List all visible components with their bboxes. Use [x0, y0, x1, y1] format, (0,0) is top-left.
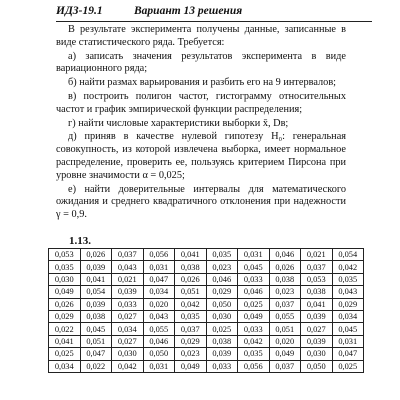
table-row	[49, 261, 364, 273]
table-cell: 0,027	[301, 323, 333, 335]
assignment-id: ИДЗ-19.1	[56, 5, 103, 17]
table-cell: 0,027	[112, 310, 144, 322]
table-cell: 0,041	[49, 335, 81, 347]
table-cell: 0,039	[301, 335, 333, 347]
table-row	[49, 286, 364, 298]
table-cell: 0,026	[49, 298, 81, 310]
table-cell: 0,050	[206, 298, 238, 310]
table-cell: 0,049	[269, 348, 301, 360]
table-cell: 0,046	[143, 335, 175, 347]
table-cell: 0,033	[238, 323, 270, 335]
table-cell: 0,033	[206, 360, 238, 372]
table-cell: 0,034	[332, 310, 364, 322]
table-cell: 0,025	[238, 298, 270, 310]
table-cell: 0,037	[112, 249, 144, 261]
table-cell: 0,049	[175, 360, 207, 372]
table-cell: 0,035	[238, 348, 270, 360]
table-cell: 0,038	[175, 261, 207, 273]
table-cell: 0,045	[238, 261, 270, 273]
table-cell: 0,037	[269, 360, 301, 372]
table-cell: 0,035	[206, 249, 238, 261]
table-cell: 0,054	[332, 249, 364, 261]
table-cell: 0,041	[175, 249, 207, 261]
table-row	[49, 335, 364, 347]
table-cell: 0,034	[49, 360, 81, 372]
table-cell: 0,049	[238, 310, 270, 322]
table-cell: 0,031	[143, 261, 175, 273]
table-cell: 0,047	[80, 348, 112, 360]
data-table	[48, 248, 364, 373]
table-cell: 0,042	[175, 298, 207, 310]
table-cell: 0,020	[269, 335, 301, 347]
table-row	[49, 323, 364, 335]
table-cell: 0,026	[269, 261, 301, 273]
table-cell: 0,035	[175, 310, 207, 322]
table-cell: 0,030	[49, 273, 81, 285]
table-cell: 0,055	[269, 310, 301, 322]
table-label: 1.13.	[69, 235, 91, 247]
task-description	[56, 24, 346, 223]
task-item-c: в) построить полигон частот, гистограмму относительных частот и график эмпирической функции распределения;	[56, 90, 346, 115]
variant-title: Вариант 13 решения	[134, 5, 243, 17]
table-row	[49, 298, 364, 310]
table-cell: 0,023	[175, 348, 207, 360]
table-cell: 0,056	[143, 249, 175, 261]
table-cell: 0,037	[175, 323, 207, 335]
table-cell: 0,034	[143, 286, 175, 298]
table-cell: 0,043	[112, 261, 144, 273]
table-cell: 0,038	[80, 310, 112, 322]
table-cell: 0,038	[301, 286, 333, 298]
table-cell: 0,055	[143, 323, 175, 335]
table-cell: 0,051	[80, 335, 112, 347]
table-cell: 0,033	[238, 273, 270, 285]
table-cell: 0,050	[143, 348, 175, 360]
table-cell: 0,053	[49, 249, 81, 261]
table-cell: 0,025	[206, 323, 238, 335]
task-item-e: д) приняв в качестве нулевой гипотезу H₀: генеральная совокупность, из которой извлечена выборка, имеет нормальное распределение, проверить ее, пользуясь критерием Пирсона при уровне значимости α = 0,025;	[56, 131, 346, 181]
table-cell: 0,026	[175, 273, 207, 285]
table-cell: 0,041	[80, 273, 112, 285]
table-row	[49, 360, 364, 372]
table-cell: 0,037	[269, 298, 301, 310]
header-divider	[56, 21, 372, 22]
table-cell: 0,051	[175, 286, 207, 298]
table-cell: 0,046	[269, 249, 301, 261]
table-cell: 0,038	[206, 335, 238, 347]
table-cell: 0,046	[206, 273, 238, 285]
table-cell: 0,047	[143, 273, 175, 285]
table-cell: 0,023	[269, 286, 301, 298]
table-cell: 0,039	[80, 261, 112, 273]
table-cell: 0,035	[49, 261, 81, 273]
table-cell: 0,029	[49, 310, 81, 322]
table-cell: 0,031	[143, 360, 175, 372]
task-item-b: б) найти размах варьирования и разбить его на 9 интервалов;	[68, 77, 337, 89]
table-cell: 0,025	[332, 360, 364, 372]
table-cell: 0,045	[80, 323, 112, 335]
table-cell: 0,038	[269, 273, 301, 285]
table-cell: 0,033	[112, 298, 144, 310]
task-item-f: е) найти доверительные интервалы для математического ожидания и среднего квадратичного отклонения при надежности γ = 0,9.	[56, 183, 346, 221]
table-cell: 0,054	[80, 286, 112, 298]
table-cell: 0,022	[49, 323, 81, 335]
table-cell: 0,021	[112, 273, 144, 285]
table-cell: 0,047	[332, 348, 364, 360]
table-cell: 0,031	[332, 335, 364, 347]
table-cell: 0,021	[301, 249, 333, 261]
table-cell: 0,046	[238, 286, 270, 298]
table-cell: 0,030	[112, 348, 144, 360]
table-cell: 0,041	[301, 298, 333, 310]
table-cell: 0,025	[49, 348, 81, 360]
table-cell: 0,029	[332, 298, 364, 310]
table-cell: 0,043	[143, 310, 175, 322]
table-row	[49, 348, 364, 360]
task-item-d: г) найти числовые характеристики выборки x̄, Dв;	[68, 117, 289, 129]
table-cell: 0,045	[332, 323, 364, 335]
table-cell: 0,042	[112, 360, 144, 372]
table-cell: 0,043	[332, 286, 364, 298]
table-cell: 0,029	[175, 335, 207, 347]
table-cell: 0,030	[206, 310, 238, 322]
table-cell: 0,027	[112, 335, 144, 347]
table-row	[49, 310, 364, 322]
table-cell: 0,039	[80, 298, 112, 310]
table-cell: 0,042	[238, 335, 270, 347]
task-item-a: а) записать значения результатов эксперимента в виде вариационного ряда;	[56, 50, 346, 75]
table-cell: 0,023	[206, 261, 238, 273]
table-cell: 0,050	[301, 360, 333, 372]
table-cell: 0,031	[238, 249, 270, 261]
table-cell: 0,037	[301, 261, 333, 273]
table-cell: 0,029	[206, 286, 238, 298]
task-intro: В результате эксперимента получены данные, записанные в виде статистического ряда. Требуется:	[56, 24, 346, 48]
table-cell: 0,035	[332, 273, 364, 285]
table-cell: 0,049	[49, 286, 81, 298]
table-cell: 0,056	[238, 360, 270, 372]
table-cell: 0,039	[301, 310, 333, 322]
table-cell: 0,030	[301, 348, 333, 360]
table-cell: 0,039	[112, 286, 144, 298]
table-cell: 0,026	[80, 249, 112, 261]
table-row	[49, 273, 364, 285]
table-cell: 0,051	[269, 323, 301, 335]
table-row	[49, 249, 364, 261]
table-cell: 0,020	[143, 298, 175, 310]
table-cell: 0,042	[332, 261, 364, 273]
table-cell: 0,022	[80, 360, 112, 372]
page-header	[56, 5, 388, 21]
table-cell: 0,053	[301, 273, 333, 285]
table-cell: 0,034	[112, 323, 144, 335]
table-cell: 0,039	[206, 348, 238, 360]
